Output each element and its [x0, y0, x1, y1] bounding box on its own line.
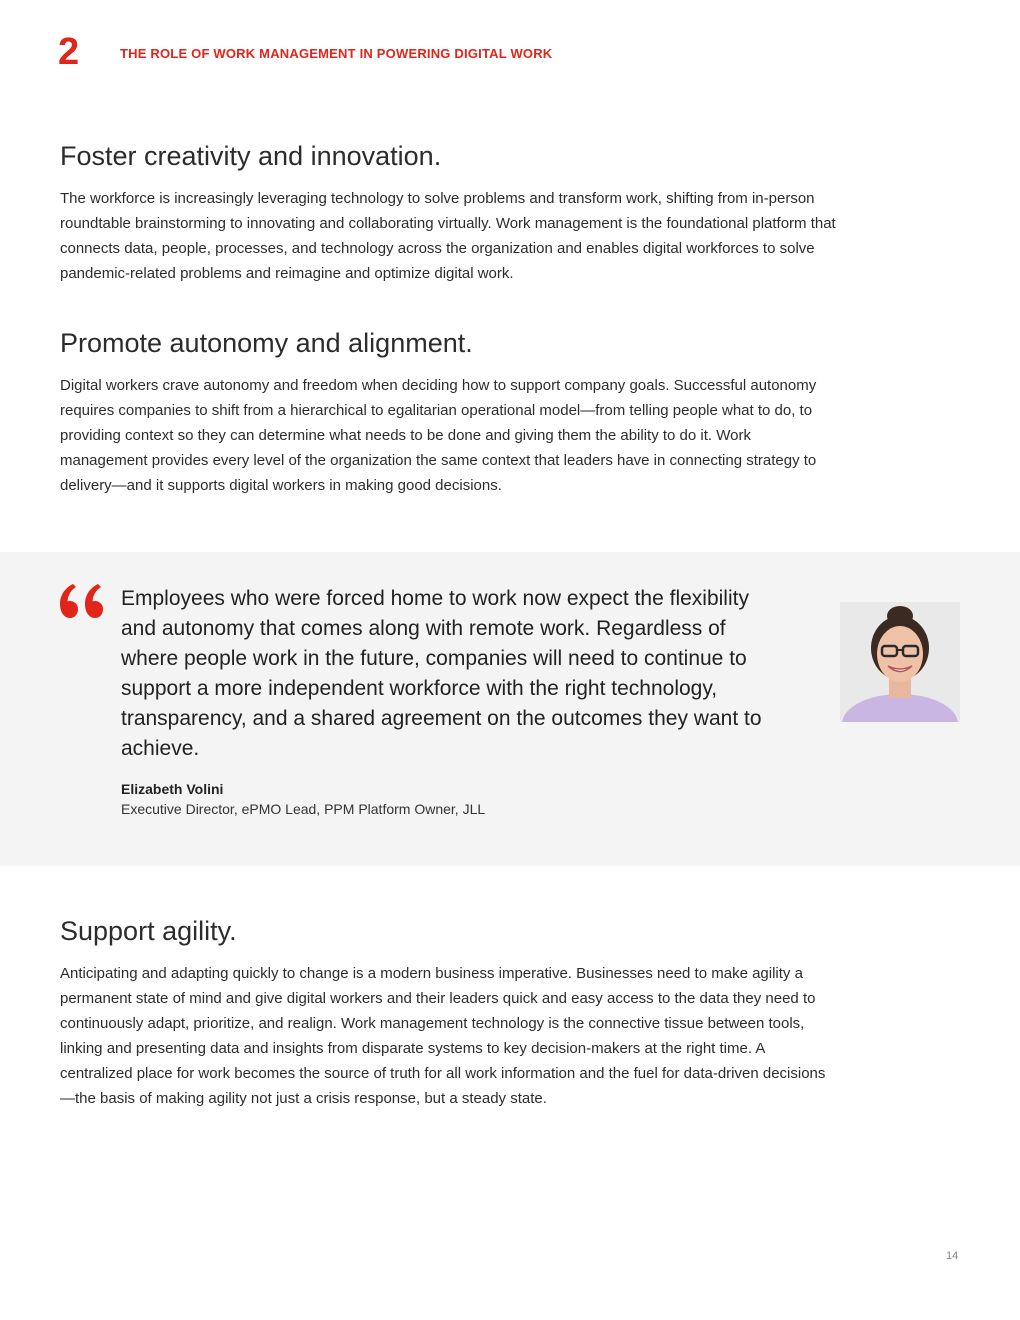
- chapter-number: 2: [58, 31, 80, 73]
- section-creativity: [60, 140, 840, 286]
- section-body: The workforce is increasingly leveraging technology to solve problems and transform work, shifting from in-person roundtable brainstorming to innovating and collaborating virtually. Work management is the foundational platform that connects data, people, processes, and technology across the organization and enables digital workforces to solve pandemic-related problems and reimagine and optimize digital work.: [60, 190, 836, 282]
- portrait-image: [840, 602, 960, 722]
- section-heading: Foster creativity and innovation.: [60, 141, 442, 171]
- quote-mark-icon: [58, 582, 104, 622]
- section-heading: Promote autonomy and alignment.: [60, 328, 473, 358]
- quote-author: Elizabeth Volini: [121, 781, 224, 797]
- section-heading: Support agility.: [60, 916, 237, 946]
- chapter-title: THE ROLE OF WORK MANAGEMENT IN POWERING DIGITAL WORK: [120, 46, 553, 61]
- section-body: Anticipating and adapting quickly to change is a modern business imperative. Businesses need to make agility a permanent state of mind and give digital workers and their leaders quick and easy access to the data they need to continuously adapt, prioritize, and realign. Work management technology is the connective tissue between tools, linking and presenting data and insights from disparate systems to key decision-makers at the right time. A centralized place for work becomes the source of truth for all work information and the fuel for data-driven decisions—the basis of making agility not just a crisis response, but a steady state.: [60, 965, 826, 1107]
- section-body: Digital workers crave autonomy and freedom when deciding how to support company goals. Successful autonomy requires companies to shift from a hierarchical to egalitarian operational model—from telling people what to do, to providing context so they can determine what needs to be done and giving them the ability to do it. Work management provides every level of the organization the same context that leaders have in connecting strategy to delivery—and it supports digital workers in making good decisions.: [60, 377, 817, 494]
- section-autonomy: [60, 327, 840, 498]
- quote-text: Employees who were forced home to work now expect the flexibility and autonomy that comes along with remote work. Regardless of where people work in the future, companies will need to continue to support a more independent workforce with the right technology, transparency, and a shared agreement on the outcomes they want to achieve.: [121, 587, 762, 760]
- page-number: 14: [946, 1250, 959, 1262]
- section-agility: [60, 915, 840, 1111]
- author-portrait: [840, 602, 960, 722]
- quote-author-role: Executive Director, ePMO Lead, PPM Platform Owner, JLL: [121, 801, 486, 817]
